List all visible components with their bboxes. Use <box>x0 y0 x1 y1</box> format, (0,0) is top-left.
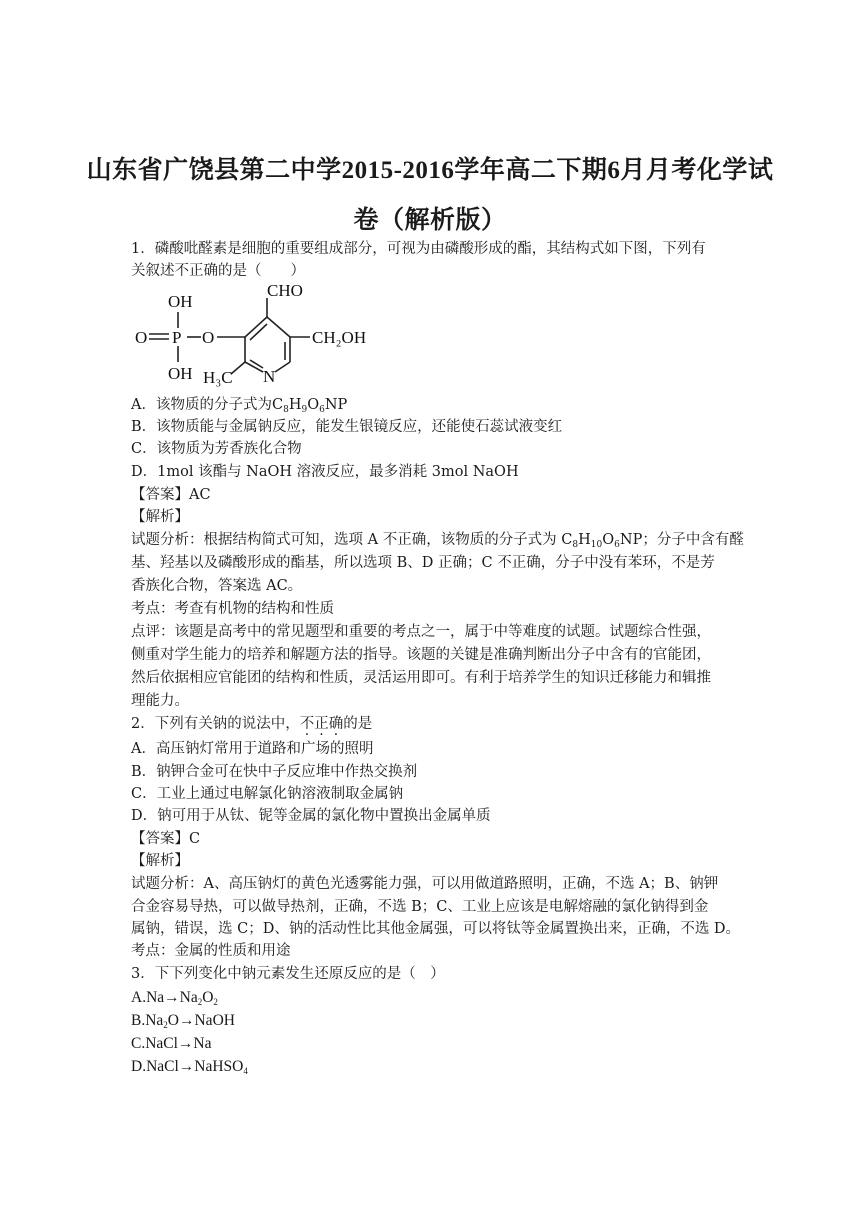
q2-option-d: D．钠可用于从钛、铌等金属的氯化物中置换出金属单质 <box>131 808 491 824</box>
title-line-1: 山东省广饶县第二中学2015-2016学年高二下期6月月考化学试 <box>86 157 774 184</box>
label-oh-top: OH <box>168 292 193 311</box>
q2-option-c: C．工业上通过电解氯化钠溶液制取金属钠 <box>131 786 404 802</box>
formula-c: C <box>271 397 284 413</box>
formula2-o: O <box>602 532 615 548</box>
q1-comment-line-3: 然后依据相应官能团的结构和性质，灵活运用即可。有利于培养学生的知识迁移能力和辑推 <box>131 670 711 686</box>
q3b-sub: 2 <box>163 1020 168 1030</box>
label-h3c: H₃C <box>203 368 233 387</box>
q3-option-a <box>131 988 218 1012</box>
label-p: P <box>172 328 182 347</box>
q1-analysis-line-3: 香族化合物，答案选 AC。 <box>131 578 303 594</box>
q1-comment-line-2: 侧重对学生能力的培养和解题方法的指导。该题的关键是准确判断出分子中含有的官能团， <box>131 647 711 663</box>
q2-emph-char-1: 不 <box>299 716 315 732</box>
q1-kaodian: 考点：考查有机物的结构和性质 <box>131 601 334 617</box>
q3a-sub-1: 2 <box>197 997 203 1007</box>
q2-analysis-line-1: 试题分析：A、高压钠灯的黄色光透雾能力强，可以用做道路照明，正确，不选 A；B、钠钾 <box>131 876 719 892</box>
q2-option-a: A．高压钠灯常用于道路和广场的照明 <box>131 741 374 757</box>
q3a-o: O <box>202 989 214 1006</box>
q1-option-b: B．该物质能与金属钠反应，能发生银镜反应，还能使石蕊试液变红 <box>131 419 563 435</box>
q1-analysis-line-2: 基、羟基以及磷酸形成的酯基，所以选项 B、D 正确；C 不正确，分子中没有苯环，不是芳 <box>131 555 715 571</box>
q2-stem-suffix: 的是 <box>343 716 373 732</box>
formula-np: NP <box>324 397 348 413</box>
q2-emph-char-3: 确 <box>328 716 344 732</box>
q2-stem-prefix: 2．下列有关钠的说法中， <box>131 716 300 732</box>
q1-option-d: D．1mol 该酯与 NaOH 溶液反应，最多消耗 3mol NaOH <box>131 464 519 480</box>
formula2-h-sub: 10 <box>590 540 603 550</box>
q1-analysis-label: 【解析】 <box>131 509 189 525</box>
q1-analysis-line-1 <box>131 530 744 555</box>
label-ch2oh: CH₂OH <box>312 328 367 347</box>
q3b-text: B.Na <box>131 1012 164 1029</box>
formula-c-sub: 8 <box>283 405 289 415</box>
q1-comment-line-1: 点评：该题是高考中的常见题型和重要的考点之一，属于中等难度的试题。试题综合性强， <box>131 624 711 640</box>
label-o-ester: O <box>202 328 215 347</box>
label-oh-bottom: OH <box>168 364 193 383</box>
formula2-c: C <box>561 532 573 548</box>
q3-option-c: C.NaCl→Na <box>131 1035 212 1052</box>
q2-emph-char-2: 正 <box>314 716 329 732</box>
formula-h: H <box>288 397 302 413</box>
q3-option-d <box>131 1057 248 1081</box>
formula2-c-sub: 8 <box>572 540 579 550</box>
formula2-h: H <box>578 532 591 548</box>
formula2-np: NP <box>619 532 643 548</box>
label-n: N <box>263 367 276 386</box>
q3d-text: D.NaCl→NaHSO <box>131 1058 244 1075</box>
formula-o: O <box>307 397 320 413</box>
formula2-o-sub: 6 <box>614 540 620 550</box>
q2-answer: 【答案】C <box>131 831 201 847</box>
q1-stem-line-2: 关叙述不正确的是（ ） <box>131 263 305 279</box>
q3a-text: A.Na→Na <box>131 989 198 1006</box>
q3a-sub-2: 2 <box>213 997 218 1007</box>
formula-o-sub: 6 <box>319 405 325 415</box>
q2-kaodian: 考点：金属的性质和用途 <box>131 943 291 959</box>
formula-h-sub: 9 <box>301 405 308 415</box>
pyridoxal-phosphate-structure <box>135 282 385 388</box>
q3b-rest: O→NaOH <box>167 1012 235 1029</box>
q1-option-a-prefix: A．该物质的分子式为 <box>131 397 272 413</box>
q1-answer: 【答案】AC <box>131 487 211 503</box>
q2-analysis-line-2: 合金容易导热，可以做导热剂，正确，不选 B；C、工业上应该是电解熔融的氯化钠得到金 <box>131 899 709 915</box>
q1-comment-line-4: 理能力。 <box>131 693 189 709</box>
q3d-sub: 4 <box>243 1066 248 1076</box>
q2-analysis-label: 【解析】 <box>131 853 189 869</box>
analysis-text-a: 试题分析：根据结构简式可知，选项 A 不正确，该物质的分子式为 <box>131 532 562 548</box>
label-cho: CHO <box>267 282 303 300</box>
label-o-double: O <box>135 328 148 347</box>
q1-stem-line-1: 1．磷酸吡醛素是细胞的重要组成部分，可视为由磷酸形成的酯，其结构式如下图，下列有 <box>131 241 706 257</box>
q3-stem: 3．下下列变化中钠元素发生还原反应的是（ ） <box>131 966 445 982</box>
q3-option-b <box>131 1011 235 1035</box>
q1-option-c: C．该物质为芳香族化合物 <box>131 441 302 457</box>
q2-option-b: B．钠钾合金可在快中子反应堆中作热交换剂 <box>131 764 418 780</box>
q2-stem <box>131 714 372 734</box>
title-line-2: 卷（解析版） <box>353 207 507 234</box>
q2-analysis-line-3: 属钠，错误，选 C；D、钠的活动性比其他金属强，可以将钛等金属置换出来，正确，不选 D。 <box>131 921 741 937</box>
analysis-text-b: ；分子中含有醛 <box>642 532 744 548</box>
